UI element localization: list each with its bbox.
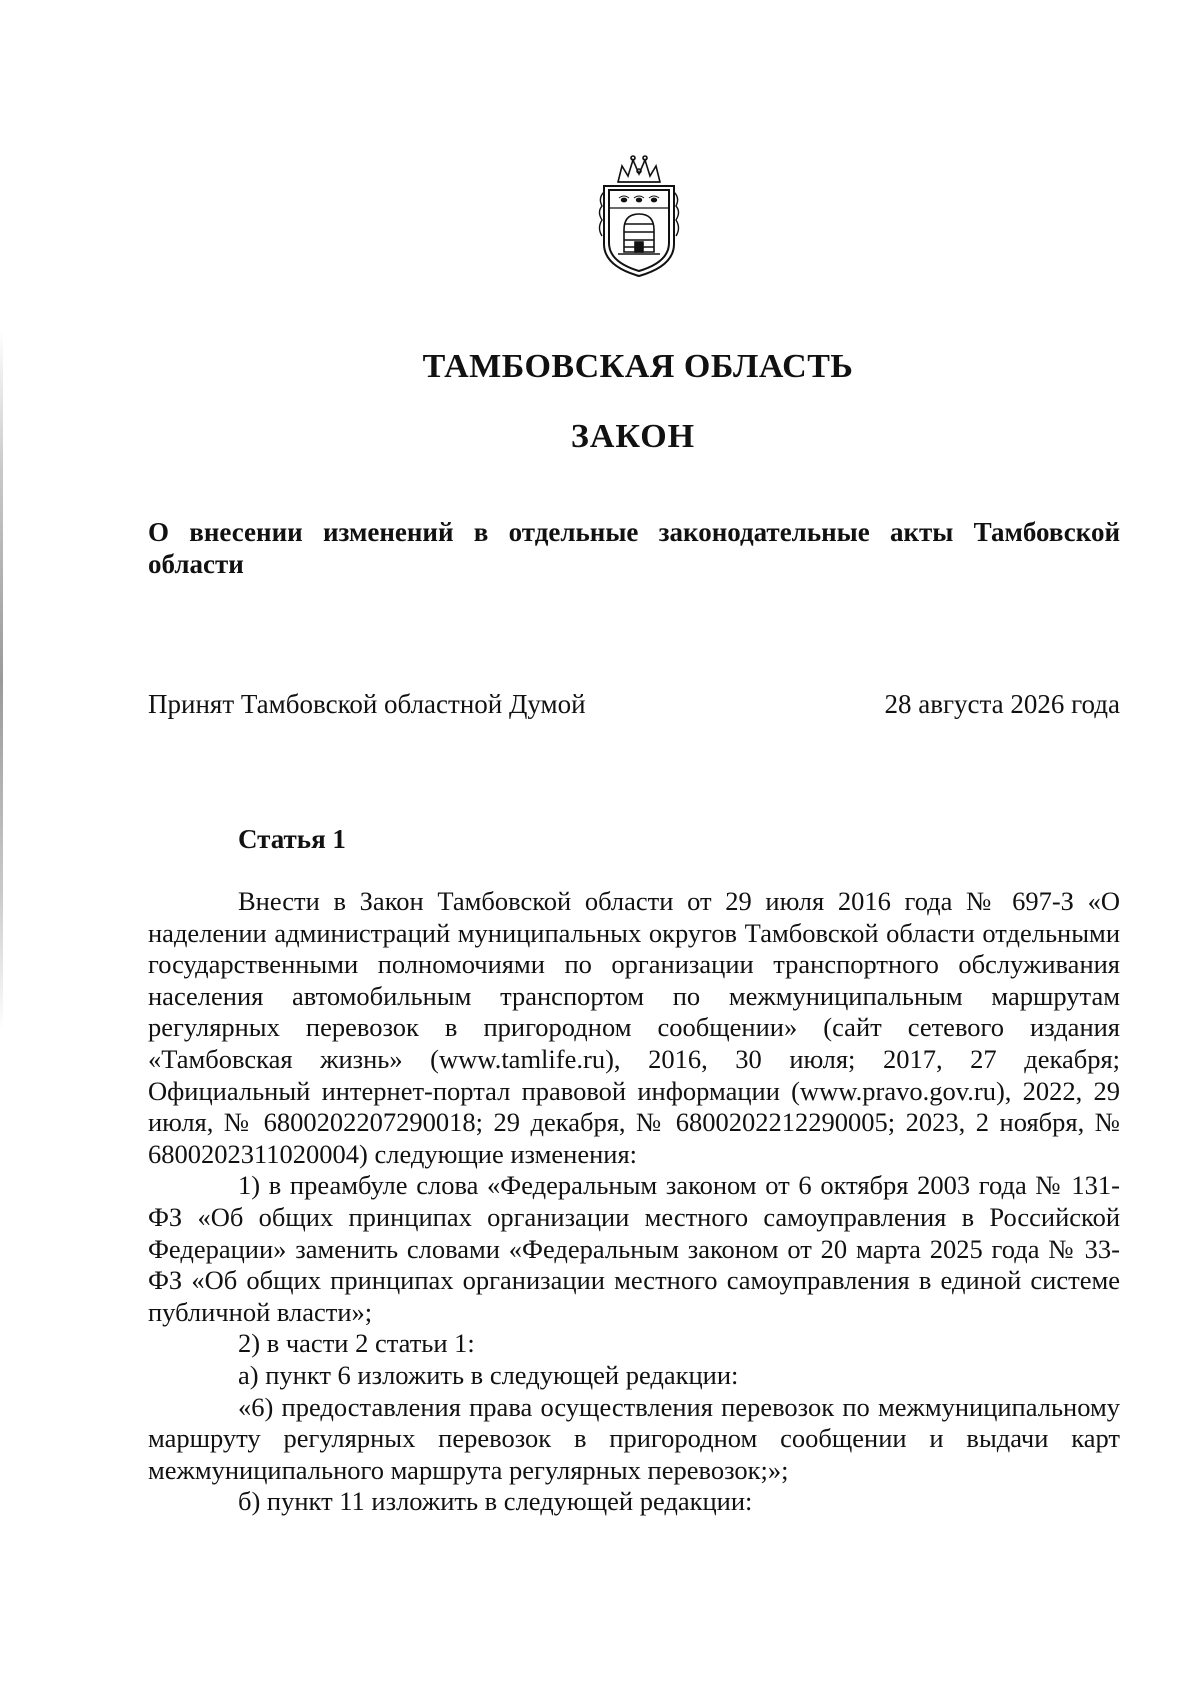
law-title: О внесении изменений в отдельные законодательные акты Тамбовской области bbox=[148, 517, 1120, 579]
article-heading: Статья 1 bbox=[238, 824, 346, 854]
document-type: ЗАКОН bbox=[570, 418, 696, 455]
adopted-by: Принят Тамбовской областной Думой bbox=[148, 689, 586, 719]
adoption-date: 28 августа 2026 года bbox=[884, 689, 1120, 719]
adoption-line bbox=[148, 688, 1120, 720]
article-body bbox=[148, 886, 1120, 1518]
article-paragraph: Внести в Закон Тамбовской области от 29 июля 2016 года № 697-З «О наделении администраций муниципальных округов Тамбовской области отдельными государственными полномочиями по организации транспортного обслуживания населения автомобильным транспортом по межмуниципальным маршрутам регулярных перевозок в пригородном сообщении» (сайт сетевого издания «Тамбовская жизнь» (www.tamlife.ru), 2016, 30 июля; 2017, 27 декабря; Официальный интернет-портал правовой информации (www.pravo.gov.ru), 2022, 29 июля, № 6800202207290018; 29 декабря, № 6800202212290005; 2023, 2 ноября, № 6800202311020004) следующие изменения: bbox=[148, 886, 1120, 1169]
region-title: ТАМБОВСКАЯ ОБЛАСТЬ bbox=[422, 348, 854, 385]
article-paragraph: а) пункт 6 изложить в следующей редакции: bbox=[238, 1359, 739, 1390]
article-paragraph: 1) в преамбуле слова «Федеральным законом от 6 октября 2003 года № 131-ФЗ «Об общих принципах организации местного самоуправления в Российской Федерации» заменить словами «Федеральным законом от 20 марта 2025 года № 33-ФЗ «Об общих принципах организации местного самоуправления в единой системе публичной власти»; bbox=[148, 1170, 1120, 1327]
article-paragraph: 2) в части 2 статьи 1: bbox=[238, 1328, 475, 1359]
article-paragraph: б) пункт 11 изложить в следующей редакции: bbox=[238, 1486, 753, 1517]
coat-of-arms-icon bbox=[594, 152, 684, 280]
article-paragraph: «6) предоставления права осуществления перевозок по межмуниципальному маршруту регулярных перевозок в пригородном сообщении и выдачи карт межмуниципального маршрута регулярных перевозок;»; bbox=[148, 1391, 1120, 1485]
